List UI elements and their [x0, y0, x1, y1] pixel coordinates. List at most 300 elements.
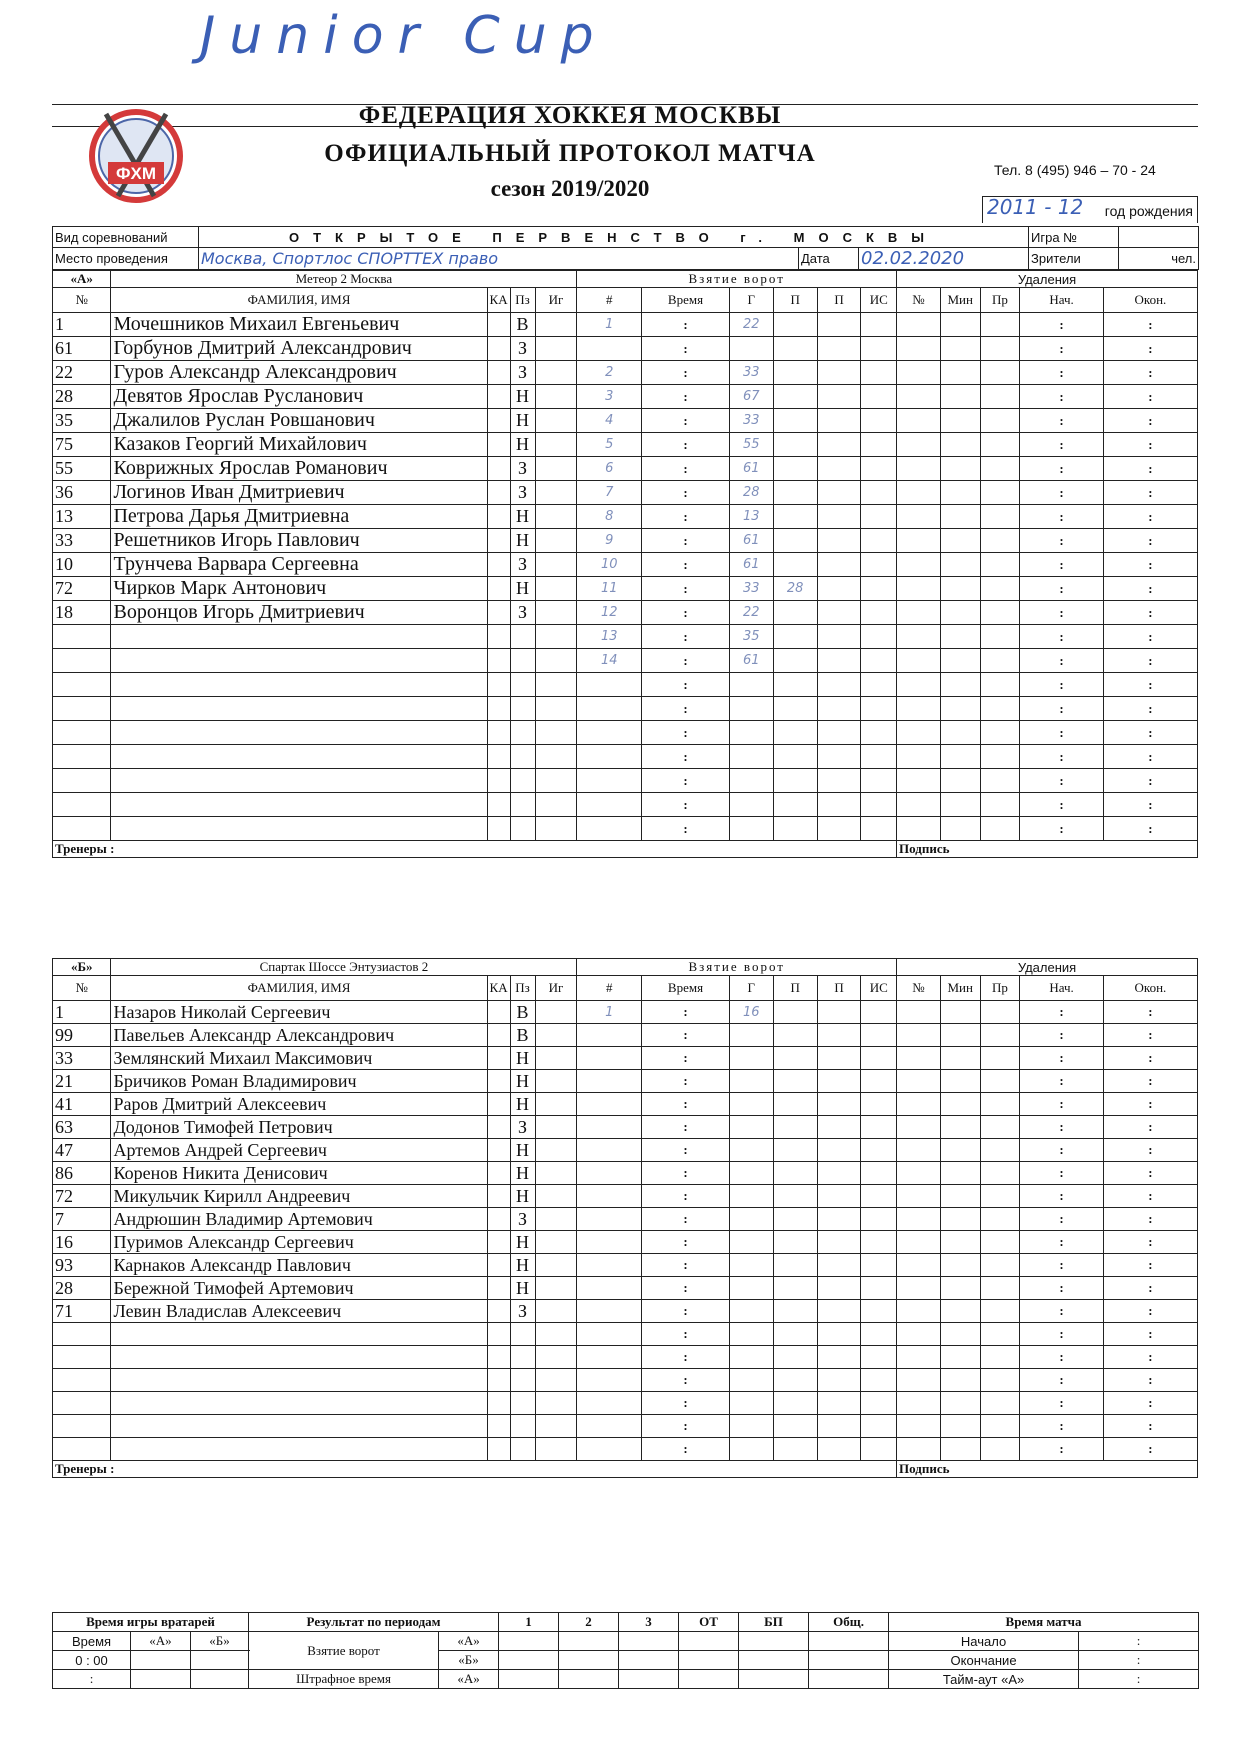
goal-assist-2 [817, 721, 861, 745]
player-position [510, 1392, 535, 1415]
player-ka [487, 457, 510, 481]
goal-assist-2 [817, 529, 861, 553]
goal-assist-1 [773, 409, 817, 433]
penalty-number [897, 505, 941, 529]
player-number: 18 [53, 601, 111, 625]
penalty-minutes [940, 1185, 980, 1208]
player-ig [535, 1139, 577, 1162]
goal-scorer [729, 1231, 773, 1254]
goal-time: : [642, 385, 730, 409]
penalty-reason [980, 1047, 1020, 1070]
goal-assist-2 [817, 313, 861, 337]
player-number [53, 1346, 111, 1369]
goal-scorer [729, 1070, 773, 1093]
spectators-label: Зрители [1029, 248, 1119, 270]
goal-time: : [642, 481, 730, 505]
penalty-number [897, 313, 941, 337]
table-row [53, 1162, 1198, 1185]
table-row [53, 625, 1198, 649]
penalty-end: : [1103, 313, 1197, 337]
goalie-time-label: Время игры вратарей [53, 1613, 249, 1632]
player-name: Джалилов Руслан Ровшанович [111, 409, 487, 433]
goal-is [861, 1254, 897, 1277]
goal-assist-1 [773, 1047, 817, 1070]
goal-scorer [729, 745, 773, 769]
penalty-reason [980, 1415, 1020, 1438]
player-position: Н [510, 1162, 535, 1185]
penalty-reason [980, 745, 1020, 769]
penalty-end: : [1103, 601, 1197, 625]
goal-assist-1 [773, 1070, 817, 1093]
player-number [53, 625, 111, 649]
player-name: Раров Дмитрий Алексеевич [111, 1093, 487, 1116]
goal-is [861, 1231, 897, 1254]
player-number: 16 [53, 1231, 111, 1254]
penalty-number [897, 529, 941, 553]
player-ka [487, 1208, 510, 1231]
penalty-end: : [1103, 1070, 1197, 1093]
penalty-number [897, 1024, 941, 1047]
penalty-start: : [1020, 1047, 1104, 1070]
goals-header: Взятие ворот [577, 959, 897, 976]
goal-is [861, 1185, 897, 1208]
penalty-end: : [1103, 1277, 1197, 1300]
goal-number: 8 [577, 505, 642, 529]
player-ka [487, 625, 510, 649]
goal-assist-1 [773, 1162, 817, 1185]
player-ig [535, 481, 577, 505]
goal-assist-1 [773, 817, 817, 841]
goal-number [577, 745, 642, 769]
goal-assist-2 [817, 577, 861, 601]
penalty-number [897, 1231, 941, 1254]
goal-scorer [729, 1162, 773, 1185]
penalty-number [897, 817, 941, 841]
player-position: Н [510, 529, 535, 553]
time-header: Время [642, 976, 730, 1001]
table-row [53, 313, 1198, 337]
penalty-start: : [1020, 1392, 1104, 1415]
goal-number: 2 [577, 361, 642, 385]
player-name: Назаров Николай Сергеевич [111, 1001, 487, 1024]
penalty-number [897, 745, 941, 769]
player-ig [535, 745, 577, 769]
goal-scorer [729, 1277, 773, 1300]
penalty-minutes [940, 649, 980, 673]
player-number: 13 [53, 505, 111, 529]
goal-number [577, 1415, 642, 1438]
goal-is [861, 1415, 897, 1438]
goal-assist-2 [817, 673, 861, 697]
goal-number: 1 [577, 313, 642, 337]
goal-assist-1 [773, 1001, 817, 1024]
table-row [53, 1277, 1198, 1300]
penalty-number [897, 1415, 941, 1438]
handwritten-title: Junior Cup [200, 6, 608, 66]
player-position: Н [510, 1070, 535, 1093]
pr-header: Пр [980, 288, 1020, 313]
goal-time: : [642, 793, 730, 817]
player-ka [487, 817, 510, 841]
penalty-start: : [1020, 529, 1104, 553]
goal-is [861, 1323, 897, 1346]
table-row [53, 409, 1198, 433]
table-row [53, 505, 1198, 529]
player-name: Воронцов Игорь Дмитриевич [111, 601, 487, 625]
penalty-reason [980, 769, 1020, 793]
penalty-reason [980, 385, 1020, 409]
penalty-reason [980, 1116, 1020, 1139]
goal-number: 6 [577, 457, 642, 481]
player-number: 10 [53, 553, 111, 577]
penalty-reason [980, 1277, 1020, 1300]
goal-scorer [729, 1208, 773, 1231]
start-label: Начало [889, 1632, 1079, 1651]
player-number [53, 721, 111, 745]
penalty-reason [980, 1162, 1020, 1185]
penalty-reason [980, 1001, 1020, 1024]
goal-assist-1 [773, 1093, 817, 1116]
penalty-reason [980, 1300, 1020, 1323]
goal-scorer: 33 [729, 577, 773, 601]
goal-number [577, 1231, 642, 1254]
penalty-end: : [1103, 1300, 1197, 1323]
player-name: Павельев Александр Александрович [111, 1024, 487, 1047]
penalty-reason [980, 721, 1020, 745]
goal-scorer: 61 [729, 649, 773, 673]
penalty-start: : [1020, 577, 1104, 601]
goal-scorer [729, 697, 773, 721]
goal-scorer [729, 1300, 773, 1323]
surname-header: ФАМИЛИЯ, ИМЯ [111, 288, 487, 313]
goal-number [577, 1139, 642, 1162]
goal-assist-2 [817, 505, 861, 529]
birth-year-label: год рождения [1104, 203, 1193, 219]
player-ig [535, 1024, 577, 1047]
goal-is [861, 1438, 897, 1461]
penalty-minutes [940, 1162, 980, 1185]
place-label: Место проведения [53, 248, 199, 270]
player-ka [487, 577, 510, 601]
table-row [53, 1070, 1198, 1093]
summary-table [52, 1612, 1199, 1689]
start-colon: : [1079, 1632, 1199, 1651]
period-bp: БП [739, 1613, 809, 1632]
goal-is [861, 673, 897, 697]
time-header: Время [642, 288, 730, 313]
p1-header: П [773, 288, 817, 313]
player-position: Н [510, 1093, 535, 1116]
goal-is [861, 337, 897, 361]
goal-time: : [642, 1392, 730, 1415]
table-row [53, 1047, 1198, 1070]
table-row [53, 385, 1198, 409]
table-row [53, 769, 1198, 793]
penalty-end: : [1103, 1185, 1197, 1208]
zero-time: 0 : 00 [53, 1651, 131, 1670]
table-row [53, 1093, 1198, 1116]
goal-assist-2 [817, 1231, 861, 1254]
goal-assist-2 [817, 1346, 861, 1369]
player-number: 86 [53, 1162, 111, 1185]
goal-assist-1 [773, 1415, 817, 1438]
player-name: Коврижных Ярослав Романович [111, 457, 487, 481]
birth-year-box [982, 196, 1198, 223]
table-row [53, 1116, 1198, 1139]
penalty-start: : [1020, 1415, 1104, 1438]
player-name: Чирков Марк Антонович [111, 577, 487, 601]
goal-assist-2 [817, 433, 861, 457]
goal-is [861, 1300, 897, 1323]
player-ka [487, 553, 510, 577]
table-row [53, 745, 1198, 769]
penalty-reason [980, 1208, 1020, 1231]
penalty-reason [980, 433, 1020, 457]
player-number: 7 [53, 1208, 111, 1231]
player-ig [535, 1300, 577, 1323]
player-number: 28 [53, 385, 111, 409]
goal-scorer [729, 817, 773, 841]
date-label: Дата [799, 248, 859, 270]
penalty-end: : [1103, 457, 1197, 481]
table-row [53, 337, 1198, 361]
table-row [53, 1254, 1198, 1277]
goal-is [861, 697, 897, 721]
start-header: Нач. [1020, 976, 1104, 1001]
table-row [53, 697, 1198, 721]
player-number [53, 1392, 111, 1415]
table-row [53, 817, 1198, 841]
p2-header: П [817, 976, 861, 1001]
pr-header: Пр [980, 976, 1020, 1001]
penalty-number [897, 457, 941, 481]
goal-is [861, 433, 897, 457]
player-name: Бричиков Роман Владимирович [111, 1070, 487, 1093]
goal-assist-1 [773, 673, 817, 697]
goal-number: 4 [577, 409, 642, 433]
goal-assist-1: 28 [773, 577, 817, 601]
player-ka [487, 1277, 510, 1300]
penalty-number [897, 1093, 941, 1116]
num-header: № [53, 976, 111, 1001]
penalty-reason [980, 673, 1020, 697]
player-name: Логинов Иван Дмитриевич [111, 481, 487, 505]
match-time-label: Время матча [889, 1613, 1199, 1632]
goal-assist-2 [817, 1208, 861, 1231]
goal-number [577, 673, 642, 697]
end-label: Окончание [889, 1651, 1079, 1670]
min-header: Мин [940, 976, 980, 1001]
goal-number [577, 1093, 642, 1116]
goal-is [861, 505, 897, 529]
penalty-number [897, 721, 941, 745]
goal-number [577, 817, 642, 841]
table-row [53, 457, 1198, 481]
penalty-minutes [940, 1415, 980, 1438]
goal-assist-1 [773, 505, 817, 529]
goal-scorer: 67 [729, 385, 773, 409]
penalty-start: : [1020, 409, 1104, 433]
penalty-minutes [940, 1369, 980, 1392]
penalty-minutes [940, 1277, 980, 1300]
player-name: Горбунов Дмитрий Александрович [111, 337, 487, 361]
goal-is [861, 1093, 897, 1116]
player-number: 63 [53, 1116, 111, 1139]
goal-assist-1 [773, 1277, 817, 1300]
goals-row-label: Взятие ворот [249, 1632, 439, 1670]
player-ig [535, 1070, 577, 1093]
penalty-start: : [1020, 337, 1104, 361]
penalty-start: : [1020, 1254, 1104, 1277]
player-ig [535, 313, 577, 337]
player-ka [487, 505, 510, 529]
player-ig [535, 769, 577, 793]
goal-assist-2 [817, 1185, 861, 1208]
penalty-minutes [940, 385, 980, 409]
goal-time: : [642, 1369, 730, 1392]
goalie-a: «А» [131, 1632, 191, 1651]
penalty-start: : [1020, 1231, 1104, 1254]
goal-time: : [642, 1254, 730, 1277]
penalty-start: : [1020, 817, 1104, 841]
penalty-end: : [1103, 793, 1197, 817]
player-ka [487, 1070, 510, 1093]
penalty-start: : [1020, 1162, 1104, 1185]
g-header: Г [729, 976, 773, 1001]
player-name: Решетников Игорь Павлович [111, 529, 487, 553]
goal-number: 11 [577, 577, 642, 601]
penalty-end: : [1103, 577, 1197, 601]
player-ig [535, 1346, 577, 1369]
player-ka [487, 1392, 510, 1415]
goal-scorer [729, 1323, 773, 1346]
player-name [111, 1369, 487, 1392]
penalty-minutes [940, 1047, 980, 1070]
goal-is [861, 409, 897, 433]
goal-assist-2 [817, 1162, 861, 1185]
penalty-start: : [1020, 1093, 1104, 1116]
player-name [111, 673, 487, 697]
goal-time: : [642, 1415, 730, 1438]
spectators-unit: чел. [1119, 248, 1199, 270]
goal-is [861, 721, 897, 745]
goal-time: : [642, 769, 730, 793]
player-name: Гуров Александр Александрович [111, 361, 487, 385]
penalty-number [897, 1070, 941, 1093]
player-ka [487, 385, 510, 409]
penalty-start: : [1020, 1070, 1104, 1093]
goal-is [861, 577, 897, 601]
player-ig [535, 625, 577, 649]
goal-is [861, 649, 897, 673]
player-position: Н [510, 1254, 535, 1277]
goal-scorer [729, 793, 773, 817]
game-value [1119, 227, 1199, 248]
goal-time: : [642, 529, 730, 553]
penalty-number [897, 1185, 941, 1208]
penalty-minutes [940, 1323, 980, 1346]
penalty-end: : [1103, 649, 1197, 673]
penalty-reason [980, 481, 1020, 505]
penalty-start: : [1020, 1185, 1104, 1208]
goal-assist-2 [817, 817, 861, 841]
player-ig [535, 1415, 577, 1438]
goal-number [577, 1208, 642, 1231]
penalty-minutes [940, 1208, 980, 1231]
penalty-end: : [1103, 721, 1197, 745]
penalty-end: : [1103, 505, 1197, 529]
penalty-reason [980, 1254, 1020, 1277]
goal-assist-1 [773, 721, 817, 745]
goal-time: : [642, 697, 730, 721]
goal-number: 7 [577, 481, 642, 505]
player-ka [487, 1047, 510, 1070]
penalty-minutes [940, 577, 980, 601]
player-name [111, 817, 487, 841]
goal-time: : [642, 577, 730, 601]
goal-assist-1 [773, 1369, 817, 1392]
period-ot: ОТ [679, 1613, 739, 1632]
penalty-reason [980, 1438, 1020, 1461]
fhm-logo [76, 104, 196, 204]
penalty-number [897, 1323, 941, 1346]
ka-header: КА [487, 976, 510, 1001]
penalty-number [897, 1346, 941, 1369]
player-number [53, 673, 111, 697]
player-ka [487, 1369, 510, 1392]
player-ka [487, 673, 510, 697]
penalty-end: : [1103, 1208, 1197, 1231]
time-col: Время [53, 1632, 131, 1651]
player-position: З [510, 553, 535, 577]
player-ka [487, 361, 510, 385]
penalty-minutes [940, 673, 980, 697]
p1-header: П [773, 976, 817, 1001]
goal-time: : [642, 337, 730, 361]
goal-is [861, 1116, 897, 1139]
player-ig [535, 553, 577, 577]
player-name [111, 745, 487, 769]
goal-time: : [642, 1024, 730, 1047]
penalty-minutes [940, 793, 980, 817]
goal-scorer [729, 1139, 773, 1162]
protocol-title: ОФИЦИАЛЬНЫЙ ПРОТОКОЛ МАТЧА [324, 140, 816, 167]
goal-is [861, 1346, 897, 1369]
table-row [53, 1369, 1198, 1392]
goal-assist-1 [773, 649, 817, 673]
player-number [53, 769, 111, 793]
table-row [53, 1185, 1198, 1208]
penalty-reason [980, 1185, 1020, 1208]
player-ka [487, 1438, 510, 1461]
player-ka [487, 1185, 510, 1208]
penalty-start: : [1020, 1139, 1104, 1162]
end-colon: : [1079, 1651, 1199, 1670]
penalty-reason [980, 1231, 1020, 1254]
penalty-reason [980, 1392, 1020, 1415]
goal-assist-2 [817, 1116, 861, 1139]
penalty-end: : [1103, 553, 1197, 577]
player-number [53, 1438, 111, 1461]
player-ka [487, 1162, 510, 1185]
goal-number [577, 1070, 642, 1093]
player-name: Коренов Никита Денисович [111, 1162, 487, 1185]
penalty-start: : [1020, 1438, 1104, 1461]
penalty-number [897, 793, 941, 817]
goal-time: : [642, 1001, 730, 1024]
goal-time: : [642, 1300, 730, 1323]
pz-header: Пз [510, 976, 535, 1001]
